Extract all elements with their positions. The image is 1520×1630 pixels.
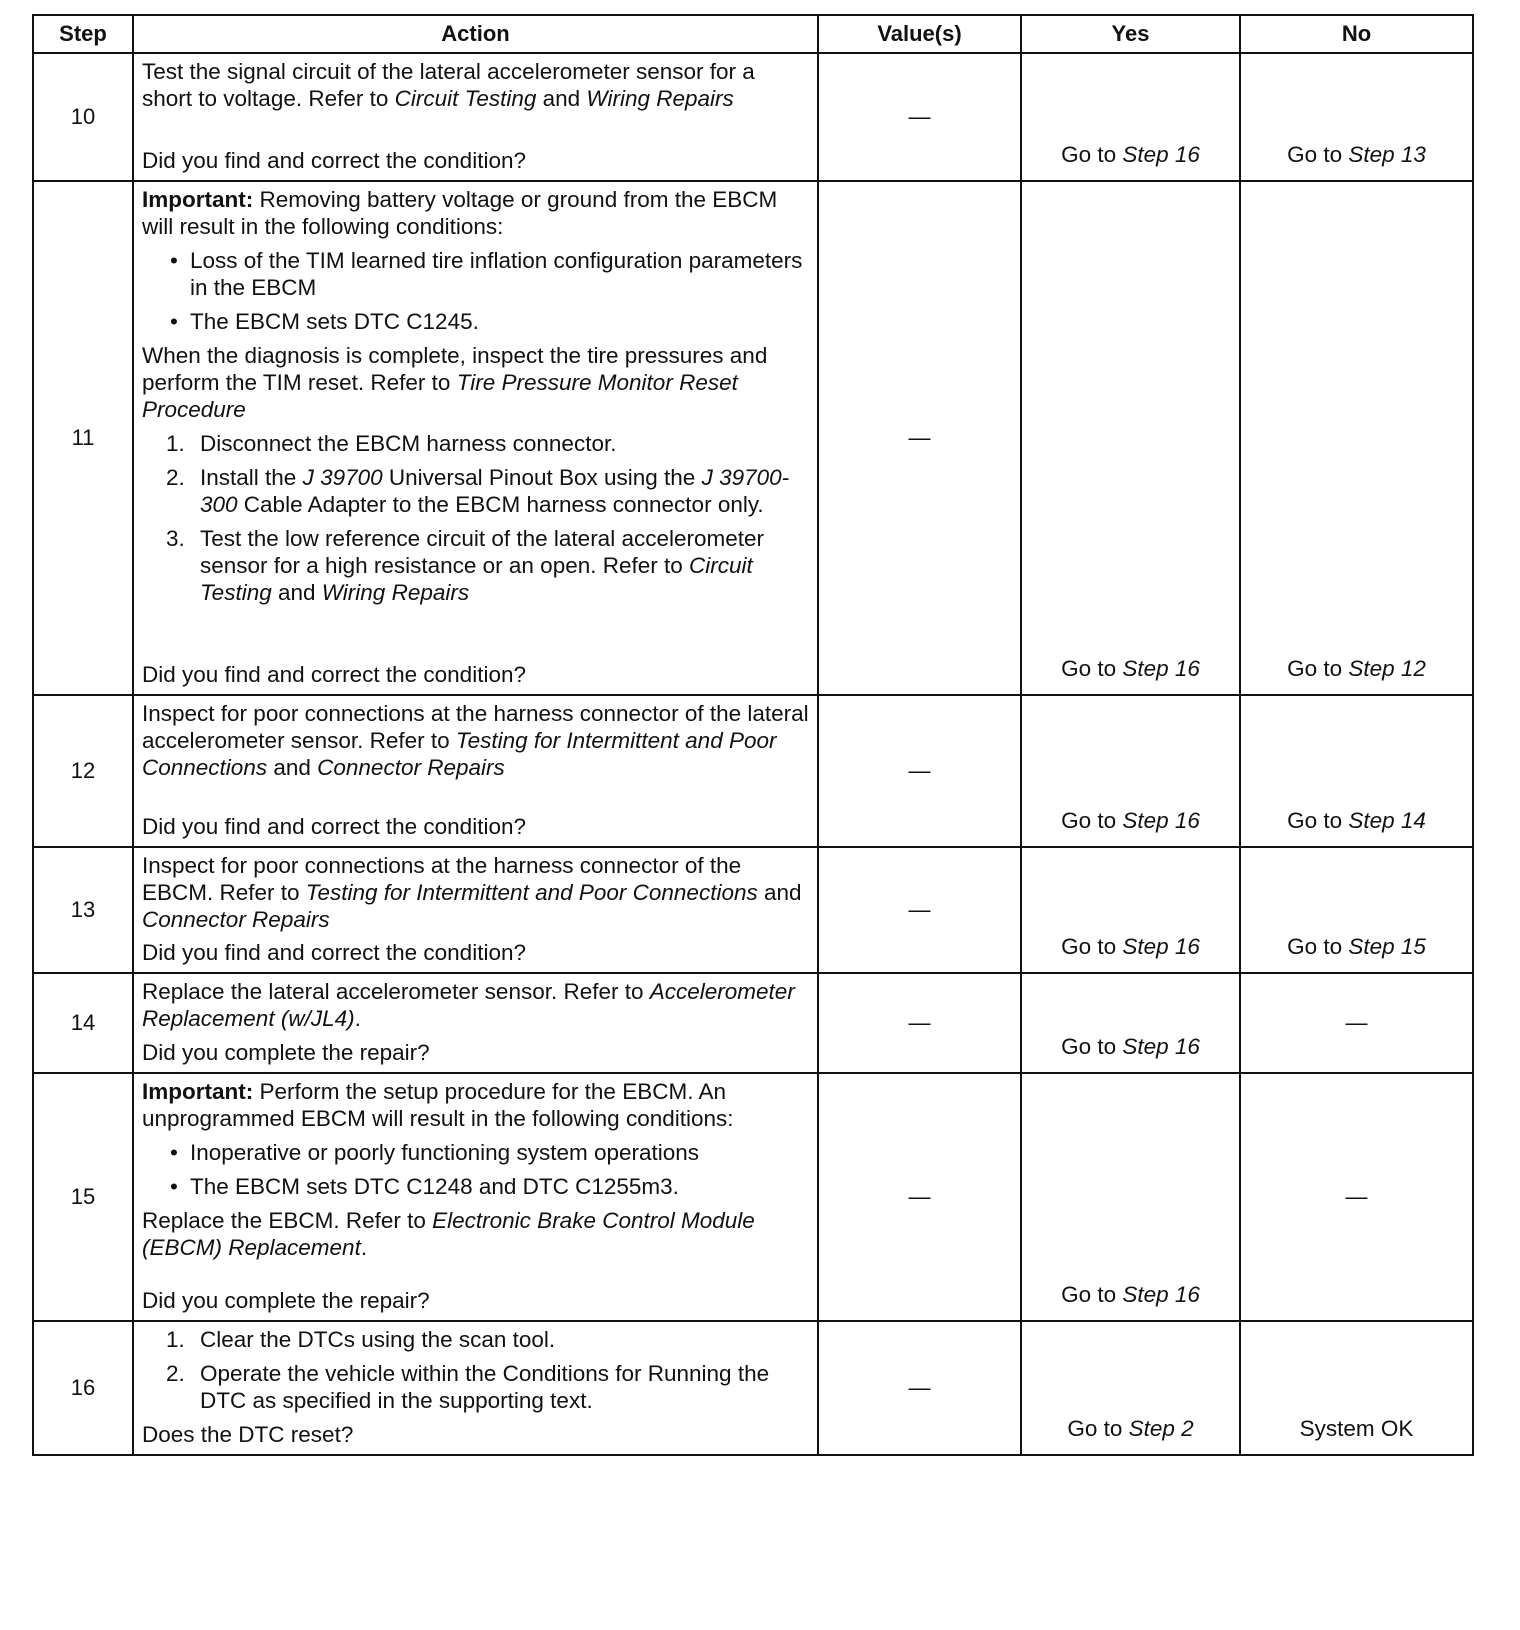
no-step-link[interactable]: Step 14: [1348, 808, 1426, 833]
yes-step-link[interactable]: Step 2: [1128, 1416, 1194, 1441]
numbered-list: [142, 1326, 809, 1421]
no-cell: —: [1240, 1073, 1473, 1321]
table-row: [33, 1073, 1473, 1321]
action-cell: [133, 973, 818, 1073]
list-item: 1. Clear the DTCs using the scan tool.: [166, 1327, 556, 1352]
value-cell: —: [818, 847, 1021, 973]
no-cell: Go to Step 14: [1240, 695, 1473, 847]
yes-step-link[interactable]: Step 16: [1122, 808, 1200, 833]
yes-cell: Go to Step 16: [1021, 695, 1240, 847]
value-cell: —: [818, 181, 1021, 695]
table-row: [33, 53, 1473, 181]
yes-step-link[interactable]: Step 16: [1122, 142, 1200, 167]
no-cell: Go to Step 15: [1240, 847, 1473, 973]
yes-cell: Go to Step 16: [1021, 53, 1240, 181]
no-cell: System OK: [1240, 1321, 1473, 1455]
action-question: Did you complete the repair?: [142, 1288, 430, 1313]
header-action: Action: [133, 15, 818, 53]
step-number: 11: [33, 181, 133, 695]
header-no: No: [1240, 15, 1473, 53]
action-cell: [133, 847, 818, 973]
list-item: 3. Test the low reference circuit of the lateral accelerometer sensor for a high resistance or an open. Refer to Circuit Testing and Wiring Repairs: [166, 526, 765, 605]
list-item: 2. Install the J 39700 Universal Pinout Box using the J 39700-300 Cable Adapter to the EBCM harness connector only.: [166, 465, 790, 517]
yes-cell: Go to Step 16: [1021, 847, 1240, 973]
action-text: Inspect for poor connections at the harness connector of the EBCM. Refer to Testing for Intermittent and Poor Connections and Connector Repairs: [142, 853, 802, 932]
action-question: Does the DTC reset?: [142, 1422, 354, 1447]
numbered-list: [142, 430, 809, 606]
yes-step-link[interactable]: Step 16: [1122, 656, 1200, 681]
action-cell: [133, 181, 818, 695]
no-step-link[interactable]: Step 13: [1348, 142, 1426, 167]
header-values: Value(s): [818, 15, 1021, 53]
bullet-list: [142, 247, 809, 335]
value-cell: —: [818, 53, 1021, 181]
list-item: • The EBCM sets DTC C1248 and DTC C1255m3.: [170, 1173, 809, 1200]
action-question: Did you find and correct the condition?: [142, 662, 526, 687]
table-row: [33, 1321, 1473, 1455]
table-row: [33, 973, 1473, 1073]
list-item: • The EBCM sets DTC C1245.: [170, 308, 809, 335]
step-number: 14: [33, 973, 133, 1073]
no-step-link[interactable]: Step 15: [1348, 934, 1426, 959]
important-note: Important: Removing battery voltage or ground from the EBCM will result in the following conditions:: [142, 187, 778, 239]
action-text: Test the signal circuit of the lateral accelerometer sensor for a short to voltage. Refer to Circuit Testing and Wiring Repairs: [142, 59, 755, 111]
yes-cell: Go to Step 16: [1021, 973, 1240, 1073]
step-number: 15: [33, 1073, 133, 1321]
action-cell: [133, 1321, 818, 1455]
yes-cell: Go to Step 16: [1021, 181, 1240, 695]
list-item: 2. Operate the vehicle within the Conditions for Running the DTC as specified in the supporting text.: [166, 1361, 770, 1413]
yes-step-link[interactable]: Step 16: [1122, 934, 1200, 959]
value-cell: —: [818, 1321, 1021, 1455]
step-number: 13: [33, 847, 133, 973]
action-text: Replace the EBCM. Refer to Electronic Brake Control Module (EBCM) Replacement.: [142, 1208, 755, 1260]
list-item: 1. Disconnect the EBCM harness connector.: [166, 431, 617, 456]
value-cell: —: [818, 973, 1021, 1073]
yes-cell: Go to Step 2: [1021, 1321, 1240, 1455]
table-row: [33, 181, 1473, 695]
action-question: Did you complete the repair?: [142, 1040, 430, 1065]
no-step-link[interactable]: Step 12: [1348, 656, 1426, 681]
action-cell: [133, 695, 818, 847]
action-text: Replace the lateral accelerometer sensor. Refer to Accelerometer Replacement (w/JL4).: [142, 979, 795, 1031]
action-question: Did you find and correct the condition?: [142, 814, 526, 839]
header-yes: Yes: [1021, 15, 1240, 53]
table-row: [33, 695, 1473, 847]
yes-step-link[interactable]: Step 16: [1122, 1034, 1200, 1059]
table-row: [33, 847, 1473, 973]
action-question: Did you find and correct the condition?: [142, 940, 526, 965]
no-cell: Go to Step 12: [1240, 181, 1473, 695]
value-cell: —: [818, 695, 1021, 847]
value-cell: —: [818, 1073, 1021, 1321]
no-cell: Go to Step 13: [1240, 53, 1473, 181]
header-step: Step: [33, 15, 133, 53]
action-text: Inspect for poor connections at the harness connector of the lateral accelerometer sensor. Refer to Testing for Intermittent and Poor Connections and Connector Repairs: [142, 701, 809, 780]
step-number: 12: [33, 695, 133, 847]
header-row: [33, 15, 1473, 53]
action-text: When the diagnosis is complete, inspect the tire pressures and perform the TIM reset. Refer to Tire Pressure Monitor Reset Procedure: [142, 343, 768, 422]
action-cell: [133, 1073, 818, 1321]
no-cell: —: [1240, 973, 1473, 1073]
action-question: Did you find and correct the condition?: [142, 148, 526, 173]
step-number: 16: [33, 1321, 133, 1455]
list-item: • Loss of the TIM learned tire inflation configuration parameters in the EBCM: [170, 247, 809, 301]
important-note: Important: Perform the setup procedure for the EBCM. An unprogrammed EBCM will result in the following conditions:: [142, 1079, 734, 1131]
diagnostic-table: [32, 14, 1474, 1456]
yes-cell: Go to Step 16: [1021, 1073, 1240, 1321]
step-number: 10: [33, 53, 133, 181]
yes-step-link[interactable]: Step 16: [1122, 1282, 1200, 1307]
action-cell: [133, 53, 818, 181]
bullet-list: [142, 1139, 809, 1200]
list-item: • Inoperative or poorly functioning system operations: [170, 1139, 809, 1166]
